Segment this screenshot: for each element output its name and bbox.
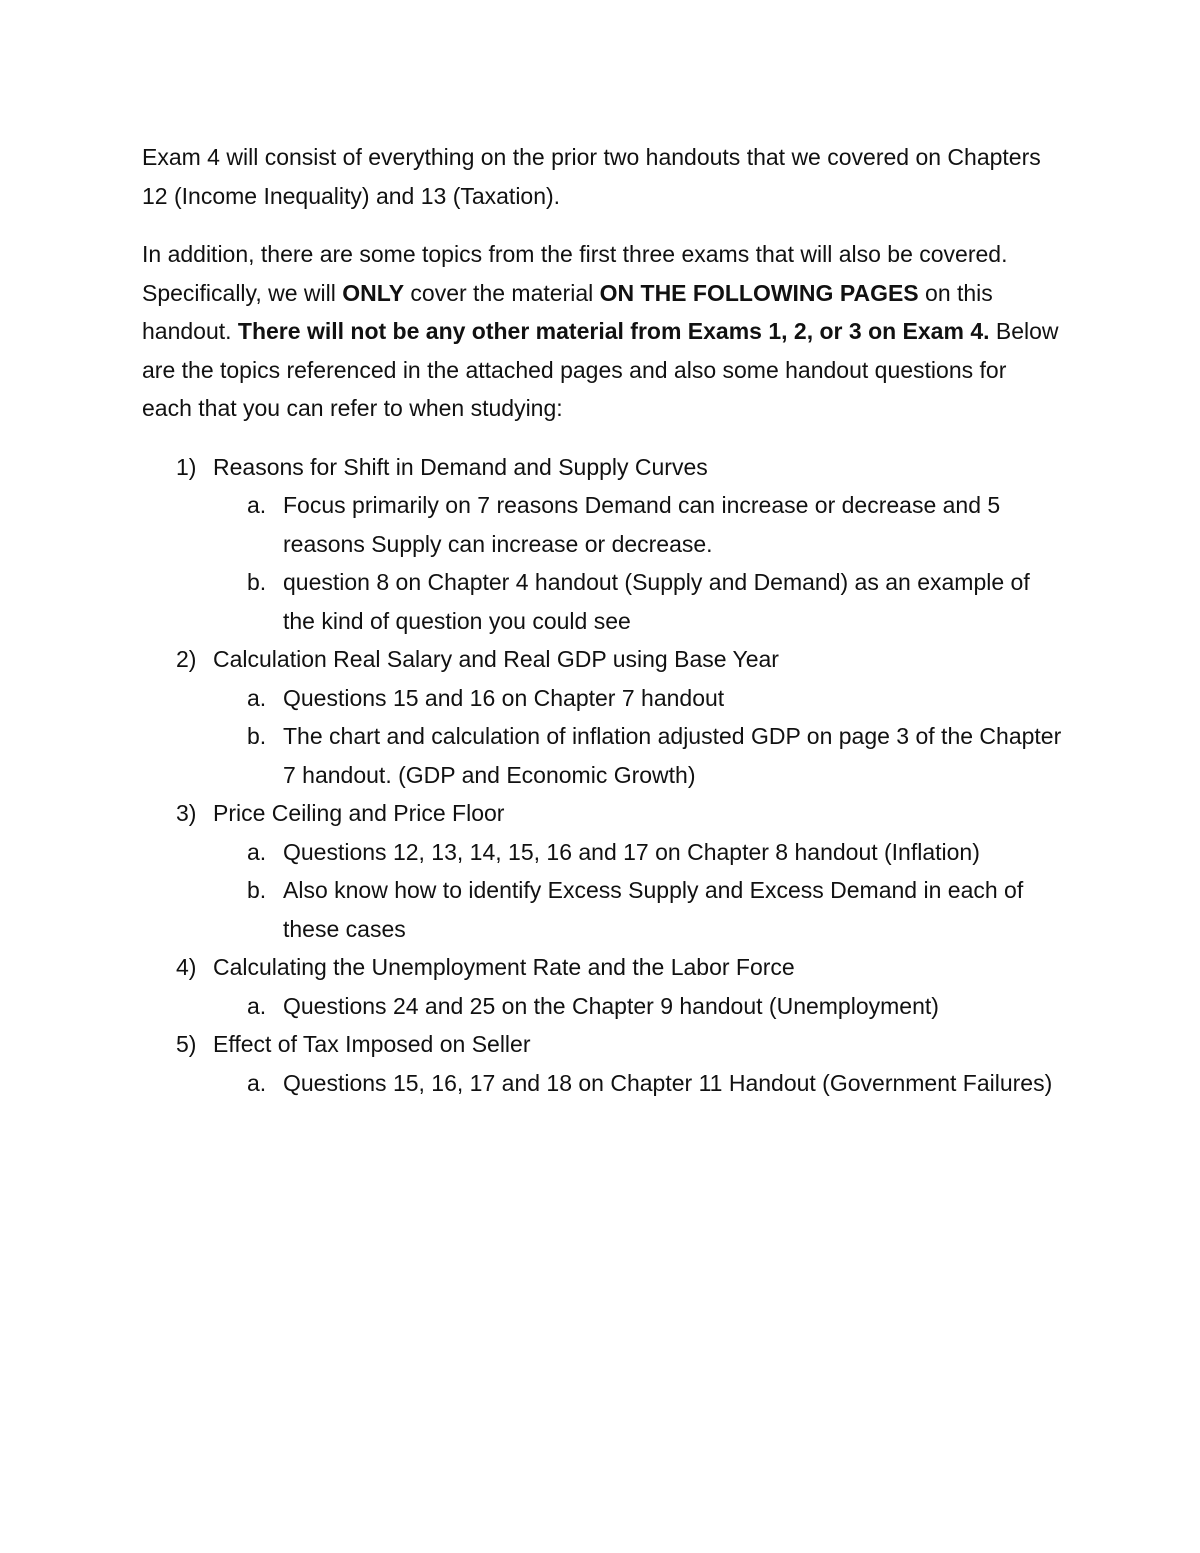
- subtopic-item: [213, 987, 1062, 1026]
- emphasis-only: ONLY: [342, 279, 405, 306]
- topic-item: [142, 1025, 1062, 1102]
- subtopic-letter: a.: [247, 684, 267, 711]
- topic-title: Calculating the Unemployment Rate and the Labor Force: [213, 954, 795, 980]
- subtopic-letter: b.: [247, 569, 267, 595]
- scope-text: cover the material: [404, 279, 600, 306]
- scope-text: Below are the topics referenced in the attached pages and also some handout questions for each that you can refer to when studying:: [142, 318, 1059, 421]
- subtopic-text: Questions 12, 13, 14, 15, 16 and 17 on Chapter 8 handout (Inflation): [283, 838, 980, 865]
- topic-item: [142, 640, 1062, 794]
- topic-title: Reasons for Shift in Demand and Supply Curves: [213, 453, 708, 480]
- emphasis-no-other-material: There will not be any other material from Exams 1, 2, or 3 on Exam 4.: [237, 318, 990, 344]
- topic-number: 1): [176, 453, 197, 480]
- emphasis-following-pages: ON THE FOLLOWING PAGES: [599, 279, 919, 306]
- topic-number: 5): [176, 1031, 197, 1057]
- topic-number: 4): [176, 954, 197, 980]
- topic-title: Calculation Real Salary and Real GDP using Base Year: [213, 646, 779, 672]
- topic-list: [142, 448, 1062, 1103]
- subtopic-text: Questions 15, 16, 17 and 18 on Chapter 11 Handout (Government Failures): [283, 1069, 1053, 1096]
- subtopic-list: [213, 486, 1062, 640]
- scope-paragraph: [142, 235, 1062, 428]
- document-page: [142, 138, 1062, 1102]
- subtopic-list: [213, 987, 1062, 1026]
- topic-item: [142, 794, 1062, 948]
- subtopic-letter: b.: [247, 723, 267, 749]
- topic-title: Price Ceiling and Price Floor: [213, 800, 505, 826]
- subtopic-text: Also know how to identify Excess Supply and Excess Demand in each of these cases: [283, 877, 1024, 942]
- subtopic-item: [213, 1064, 1062, 1103]
- subtopic-text: Questions 24 and 25 on the Chapter 9 handout (Unemployment): [283, 992, 939, 1019]
- subtopic-letter: a.: [247, 492, 267, 518]
- subtopic-text: The chart and calculation of inflation adjusted GDP on page 3 of the Chapter 7 handout. (GDP and Economic Growth): [283, 723, 1062, 788]
- topic-item: [142, 948, 1062, 1025]
- subtopic-item: [213, 833, 1062, 872]
- subtopic-letter: a.: [247, 1069, 267, 1096]
- subtopic-list: [213, 833, 1062, 949]
- subtopic-item: [213, 679, 1062, 718]
- subtopic-item: [213, 563, 1062, 640]
- topic-title: Effect of Tax Imposed on Seller: [213, 1031, 531, 1057]
- intro-paragraph: Exam 4 will consist of everything on the prior two handouts that we covered on Chapters 12 (Income Inequality) and 13 (Taxation).: [142, 144, 1041, 209]
- topic-item: [142, 448, 1062, 641]
- subtopic-list: [213, 679, 1062, 795]
- subtopic-text: question 8 on Chapter 4 handout (Supply and Demand) as an example of the kind of question you could see: [283, 569, 1030, 634]
- subtopic-letter: a.: [247, 992, 267, 1019]
- subtopic-item: [213, 486, 1062, 563]
- scope-text: on this handout.: [142, 279, 993, 344]
- subtopic-item: [213, 871, 1062, 948]
- subtopic-text: Questions 15 and 16 on Chapter 7 handout: [283, 684, 725, 711]
- subtopic-text: Focus primarily on 7 reasons Demand can increase or decrease and 5 reasons Supply can increase or decrease.: [283, 492, 1001, 557]
- subtopic-letter: b.: [247, 877, 267, 903]
- topic-number: 3): [176, 800, 197, 826]
- scope-text: In addition, there are some topics from the first three exams that will also be covered. Specifically, we will: [142, 241, 1008, 306]
- subtopic-letter: a.: [247, 838, 267, 865]
- topic-number: 2): [176, 646, 197, 672]
- subtopic-item: [213, 717, 1062, 794]
- subtopic-list: [213, 1064, 1062, 1103]
